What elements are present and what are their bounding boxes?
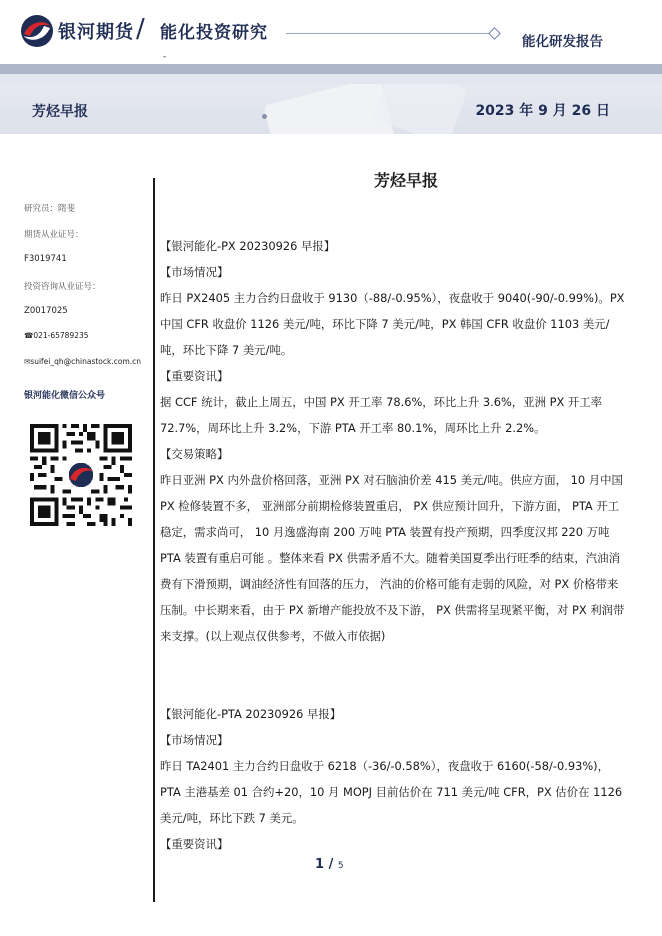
wechat-label: 银河能化微信公众号 <box>24 391 106 401</box>
title-bar-dot <box>262 114 267 119</box>
title-bar <box>0 84 662 134</box>
consult-license: Z0017025 <box>24 306 68 316</box>
pta-market-label: 【市场情况】 <box>160 733 229 747</box>
page-separator: / <box>324 857 338 872</box>
px-strategy-label: 【交易策略】 <box>160 447 229 461</box>
px-market-label: 【市场情况】 <box>160 265 229 279</box>
page-number <box>315 857 344 872</box>
wechat-qr-code <box>30 424 132 526</box>
consult-license-label: 投资咨询从业证号： <box>24 282 101 292</box>
diamond-icon <box>488 27 501 40</box>
brand-name: 银河期货 <box>58 22 134 43</box>
page-current: 1 <box>315 857 325 872</box>
px-market-text: 昨日 PX2405 主力合约日盘收于 9130（-88/-0.95%），夜盘收于 9040(-90/-0.99%)。PX 中国 CFR 收盘价 1126 美元/吨，环比下降 7 美元/吨，PX 韩国 CFR 收盘价 1103 美元/吨，环比下降 7 美元/吨。 <box>160 291 625 357</box>
galaxy-logo-icon <box>20 14 54 48</box>
header-slash: / <box>136 14 145 44</box>
page-total: 5 <box>337 861 344 871</box>
futures-license-label: 期货从业证号： <box>24 230 84 240</box>
futures-license: F3019741 <box>24 254 67 264</box>
department-name: 能化投资研究 <box>160 23 268 43</box>
px-heading: 【银河能化-PX 20230926 早报】 <box>160 239 336 253</box>
researcher: 研究员：隋斐 <box>24 204 76 214</box>
document-title: 芳烃早报 <box>374 171 439 190</box>
pta-heading: 【银河能化-PTA 20230926 早报】 <box>160 707 342 721</box>
pta-market-text: 昨日 TA2401 主力合约日盘收于 6218（-36/-0.58%），夜盘收于 6160(-58/-0.93%)，PTA 主港基差 01 合约+20，10 月 MOPJ 目前估价在 711 美元/吨 CFR，PX 估价在 1126 美元/吨，环比下跌 7 美元。 <box>160 759 623 825</box>
phone: ☎021-65789235 <box>24 331 89 340</box>
email: ✉suifei_qh@chinastock.com.cn <box>24 357 142 366</box>
report-body <box>160 233 626 857</box>
px-news-label: 【重要资讯】 <box>160 369 229 383</box>
report-date: 2023 年 9 月 26 日 <box>475 103 610 119</box>
header-rule <box>286 33 490 34</box>
header-mark: - <box>163 52 167 62</box>
report-type: 能化研发报告 <box>522 34 603 50</box>
header-band-light <box>0 74 662 84</box>
header-band-dark <box>0 64 662 74</box>
px-news-text: 据 CCF 统计，截止上周五，中国 PX 开工率 78.6%，环比上升 3.6%，亚洲 PX 开工率 72.7%，周环比上升 3.2%，下游 PTA 开工率 80.1%，周环比上升 2.2%。 <box>160 395 603 435</box>
pta-news-label: 【重要资讯】 <box>160 837 229 851</box>
page-header <box>0 0 662 68</box>
px-strategy-text: 昨日亚洲 PX 内外盘价格回落，亚洲 PX 对石脑油价差 415 美元/吨。供应方面， 10 月中国 PX 检修装置不多， 亚洲部分前期检修装置重启， PX 供应预计回升，下游方面， PTA 开工稳定，需求尚可， 10 月逸盛海南 200 万吨 PTA 装置有投产预期，四季度汉邦 220 万吨 PTA 装置有重启可能 。整体来看 PX 供需矛盾不大。随着美国夏季出行旺季的结束，汽油消费有下滑预期，调油经济性有回落的压力， 汽油的价格可能有走弱的风险，对 PX 价格带来压制。中长期来看，由于 PX 新增产能投放不及下游， PX 供需将呈现紧平衡，对 PX 利润带来支撑。(以上观点仅供参考，不做入市依据) <box>160 473 625 643</box>
report-name: 芳烃早报 <box>32 104 88 120</box>
section-gap <box>160 649 626 701</box>
sidebar-divider <box>153 178 155 902</box>
